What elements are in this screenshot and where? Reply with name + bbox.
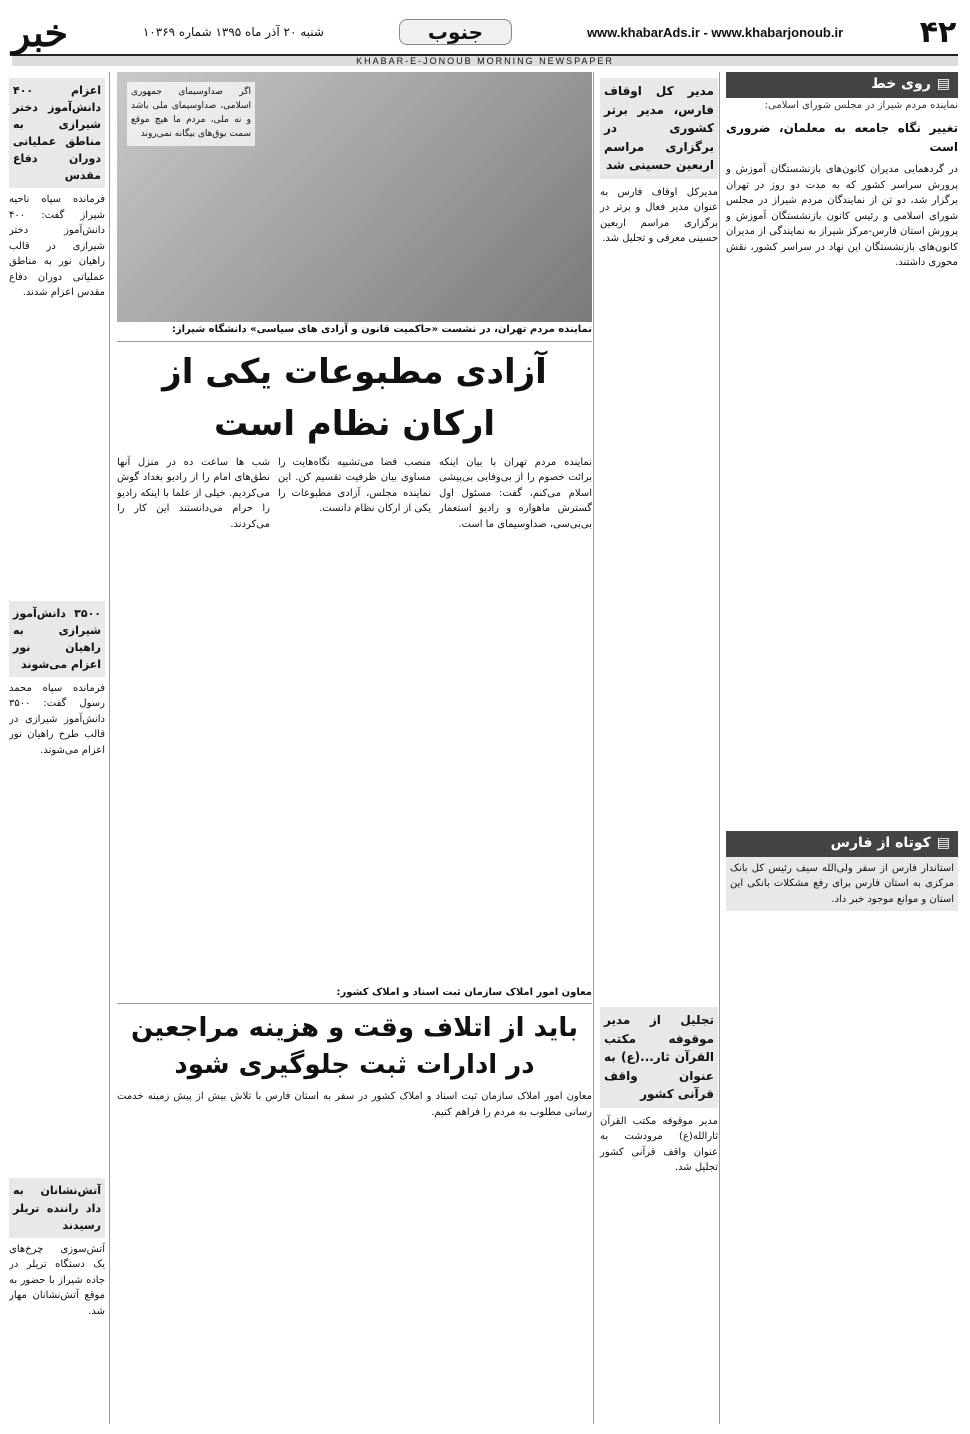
article-body: استاندار فارس از سفر ولی‌الله سیف رئیس کل بانک مرکزی به استان فارس برای رفع مشکلات بانکی این استان و موانع موجود خبر داد. [726,857,958,912]
article-body: در گردهمایی مدیران کانون‌های بازنشستگان آموزش و پرورش سراسر کشور که به مدت دو روز در تهران برگزار شد، دو تن از نمایندگان مردم شیراز در مجلس شورای اسلامی و رئیس کانون بازنشستگان آموزش و پرورش استان فارس-مرکز شیراز به نمایندگی از مدیران کانون‌های بازنشستگان این نهاد در سراسر کشور، نقش محوری داشتند. [726,164,958,269]
section-title: جنوب [399,19,512,45]
date-issue: شنبه ۲۰ آذر ماه ۱۳۹۵ شماره ۱۰۳۶۹ [142,25,324,39]
masthead-subline: KHABAR-E-JONOUB MORNING NEWSPAPER [12,56,958,66]
photo-caption: نماینده مردم تهران، در نشست «حاکمیت قانون و آزادی های سیاسی» دانشگاه شیراز: [117,322,592,342]
main-column [117,72,592,1424]
newspaper-icon: ▤ [936,76,950,92]
box-title: روی خط [871,76,931,92]
newspaper-logo: خبر [12,9,68,55]
article-kicker: نماینده مردم شیراز در مجلس شورای اسلامی: [764,99,958,111]
speaker-photo [117,72,592,322]
second-headline: باید از اتلاف وقت و هزینه مراجعین در ادارات ثبت جلوگیری شود [131,1013,578,1080]
middle-column [593,72,718,1424]
second-article-kicker: معاون امور املاک سازمان ثبت اسناد و املاک کشور: [117,985,592,1005]
left-column [9,72,110,1424]
masthead [12,10,958,56]
article-headline: ۳۵۰۰ دانش‌آموز شیرازی به راهیان نور اعزام می‌شوند [9,601,105,677]
article-body: منصب قضا می‌تشبیه نگاه‌هایت را مساوی بیان ظرفیت تقسیم کن. این نماینده مجلس، آزادی مطبوعات را یکی از ارکان نظام دانست. [278,456,431,515]
right-column [719,72,958,1424]
article-headline: مدیر کل اوقاف فارس، مدیر برتر کشوری در برگزاری مراسم اربعین حسینی شد [600,78,718,179]
article-body: مدیرکل اوقاف فارس به عنوان مدیر فعال و برتر در برگزاری مراسم اربعین حسینی معرفی و تجلیل شد. [600,186,718,245]
article-headline: آتش‌نشانان به داد راننده تریلر رسیدند [9,1178,105,1237]
article-body: آتش‌سوزی چرخ‌های یک دستگاه تریلر در جاده شیراز با حضور به موقع آتش‌نشانان مهار شد. [9,1243,105,1317]
article-body: معاون امور املاک سازمان ثبت اسناد و املاک کشور در سفر به استان فارس با تلاش بیش از پیش زمینه خدمت رسانی مطلوب به مردم را فراهم کنیم. [117,1091,592,1118]
article-headline: تجلیل از مدیر موقوفه مکتب القرآن ثار...(ع) به عنوان واقف قرآنی کشور [600,1007,718,1108]
article-body: فرمانده سپاه محمد رسول گفت: ۳۵۰۰ دانش‌آموز شیرازی در قالب طرح راهیان نور اعزام می‌شوند. [9,682,105,756]
main-article-body [117,455,592,985]
photo-quote: اگر صداوسیمای جمهوری اسلامی، صداوسیمای ملی باشد و نه ملی، مردم ما هیچ موقع سمت بوق‌های بیگانه نمی‌روند [127,82,255,146]
article-body: فرمانده سپاه ناحیه شیراز گفت: ۴۰۰ دانش‌آموز دختر شیرازی در قالب راهیان نور به مناطق عملیاتی دوران دفاع مقدس اعزام شدند. [9,194,105,299]
article-body: شب ها ساعت ده در منزل آنها نطق‌های امام را از رادیو بغداد گوش می‌کردیم. خیلی از علما با اینکه رادیو را حرام می‌دانستند این کار را می‌کردند. [117,456,270,530]
article-body: مدیر موقوفه مکتب القرآن ثارالله(ع) مرودشت به عنوان واقف قرآنی کشور تجلیل شد. [600,1115,718,1174]
article-body: نماینده مردم تهران با بیان اینکه برائت خصوم را از بی‌وفایی بی‌پیشی اسلام می‌کنم، گفت: مسئول اول گسترش ماهواره و رادیو استعمار بی‌بی‌سی، صداوسیمای ما است. [439,456,592,530]
article-headline: اعزام ۴۰۰ دانش‌آموز دختر شیرازی به مناطق عملیاتی دوران دفاع مقدس [9,78,105,188]
site-url[interactable]: www.khabarAds.ir - www.khabarjonoub.ir [586,24,844,40]
box-header-ruye-khat [726,72,958,98]
page-number: ۴۲ [919,14,957,50]
box-title: کوتاه از فارس [830,834,931,851]
box-header-kootah [726,831,958,857]
main-headline: آزادی مطبوعات یکی از ارکان نظام است [162,351,547,445]
newspaper-icon: ▤ [936,834,950,851]
article-headline: تغییر نگاه جامعه به معلمان، ضروری است [726,121,958,154]
